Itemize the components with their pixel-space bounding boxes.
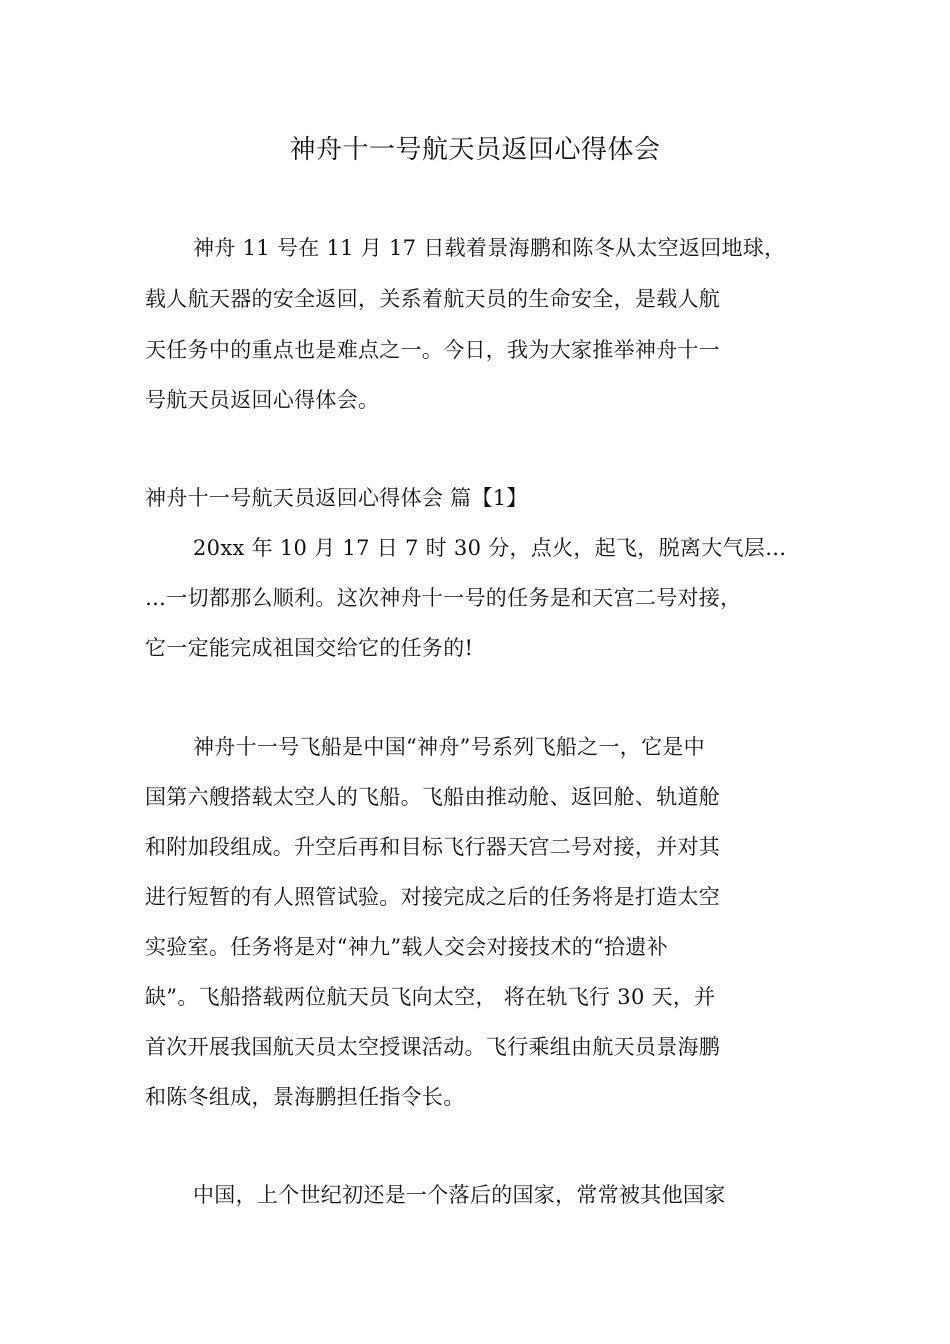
paragraph-line: 进行短暂的有人照管试验。对接完成之后的任务将是打造太空	[145, 885, 721, 909]
paragraph-line: 国第六艘搭载太空人的飞船。飞船由推动舱、返回舱、轨道舱	[145, 785, 721, 809]
document-title: 神舟十一号航天员返回心得体会	[289, 135, 661, 165]
intro-line: 号航天员返回心得体会。	[145, 388, 380, 412]
intro-line: 载人航天器的安全返回，关系着航天员的生命安全，是载人航	[145, 287, 721, 311]
intro-line: 天任务中的重点也是难点之一。今日，我为大家推举神舟十一	[145, 338, 721, 362]
paragraph-line: 首次开展我国航天员太空授课活动。飞行乘组由航天员景海鹏	[145, 1035, 721, 1059]
paragraph-line: 它一定能完成祖国交给它的任务的!	[145, 636, 474, 660]
section-heading: 神舟十一号航天员返回心得体会 篇【1】	[145, 486, 528, 510]
paragraph-line: …一切都那么顺利。这次神舟十一号的任务是和天宫二号对接，	[145, 586, 742, 610]
paragraph-line: 20xx 年 10 月 17 日 7 时 30 分，点火，起飞，脱离大气层…	[193, 536, 787, 560]
paragraph-line: 神舟十一号飞船是中国“神舟”号系列飞船之一，它是中	[193, 735, 705, 759]
paragraph-line: 中国，上个世纪初还是一个落后的国家，常常被其他国家	[193, 1183, 726, 1207]
paragraph-line: 和附加段组成。升空后再和目标飞行器天宫二号对接，并对其	[145, 835, 721, 859]
paragraph-line: 实验室。任务将是对“神九”载人交会对接技术的“拾遗补	[145, 935, 669, 959]
paragraph-line: 和陈冬组成，景海鹏担任指令长。	[145, 1085, 465, 1109]
intro-line: 神舟 11 号在 11 月 17 日载着景海鹏和陈冬从太空返回地球，	[193, 236, 786, 260]
paragraph-line: 缺”。飞船搭载两位航天员飞向太空， 将在轨飞行 30 天，并	[145, 985, 716, 1009]
